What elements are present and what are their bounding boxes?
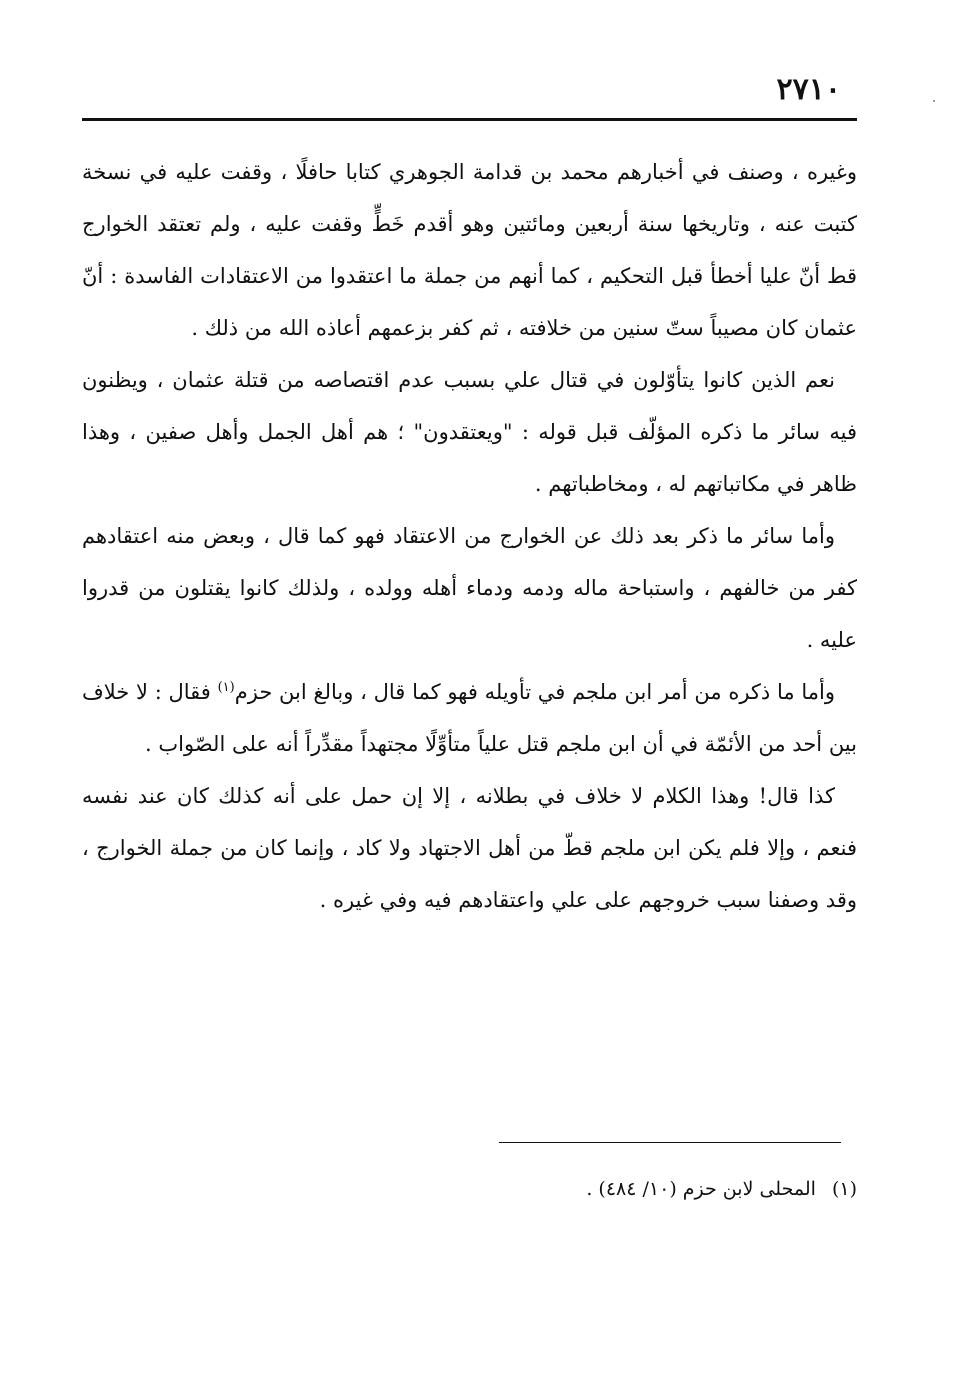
footnote-number: (١) — [831, 1178, 857, 1200]
scan-mark — [933, 100, 935, 102]
paragraph-1: وغيره ، وصنف في أخبارهم محمد بن قدامة الجوهري كتابا حافلًا ، وقفت عليه في نسخة كتبت عنه ، وتاريخها سنة أربعين ومائتين وهو أقدم خَطٍّ وقفت عليه ، ولم تعتقد الخوارج قط أنّ عليا أخطأ قبل التحكيم ، كما أنهم من جملة ما اعتقدوا من الاعتقادات الفاسدة : أنّ عثمان كان مصيباً ستّ سنين من خلافته ، ثم كفر بزعمهم أعاذه الله من ذلك . — [82, 160, 857, 340]
page-number: ٢٧١٠ — [776, 72, 841, 107]
footnote-separator — [499, 1142, 841, 1143]
footnote-reference[interactable]: (١) — [217, 680, 235, 695]
header-rule — [82, 118, 857, 121]
footnote — [97, 1172, 857, 1206]
paragraph-4 — [82, 666, 857, 770]
paragraph-4-lead: وأما ما ذكره من أمر ابن ملجم في تأويله فهو كما قال ، وبالغ ابن حزم — [234, 680, 835, 704]
paragraph-3: وأما سائر ما ذكر بعد ذلك عن الخوارج من الاعتقاد فهو كما قال ، وبعض منه اعتقادهم كفر من خالفهم ، واستباحة ماله ودمه ودماء أهله وولده ، ولذلك كانوا يقتلون من قدروا عليه . — [82, 524, 857, 652]
footnote-text: المحلى لابن حزم (١٠/ ٤٨٤) . — [586, 1178, 816, 1200]
paragraph-2: نعم الذين كانوا يتأوّلون في قتال علي بسبب عدم اقتصاصه من قتلة عثمان ، ويظنون فيه سائر ما ذكره المؤلّف قبل قوله : "ويعتقدون" ؛ هم أهل الجمل وأهل صفين ، وهذا ظاهر في مكاتباتهم له ، ومخاطباتهم . — [82, 368, 857, 496]
paragraph-4-quote: فقال : لا خلاف بين أحد من الأئمّة في أن ابن ملجم قتل علياً متأوِّلًا مجتهداً مقدِّراً أنه على الصّواب . — [82, 680, 857, 756]
main-text — [82, 146, 857, 926]
paragraph-5: كذا قال! وهذا الكلام لا خلاف في بطلانه ، إلا إن حمل على أنه كذلك كان عند نفسه فنعم ، وإلا فلم يكن ابن ملجم قطّ من أهل الاجتهاد ولا كاد ، وإنما كان من جملة الخوارج ، وقد وصفنا سبب خروجهم على علي واعتقادهم فيه وفي غيره . — [82, 784, 857, 912]
